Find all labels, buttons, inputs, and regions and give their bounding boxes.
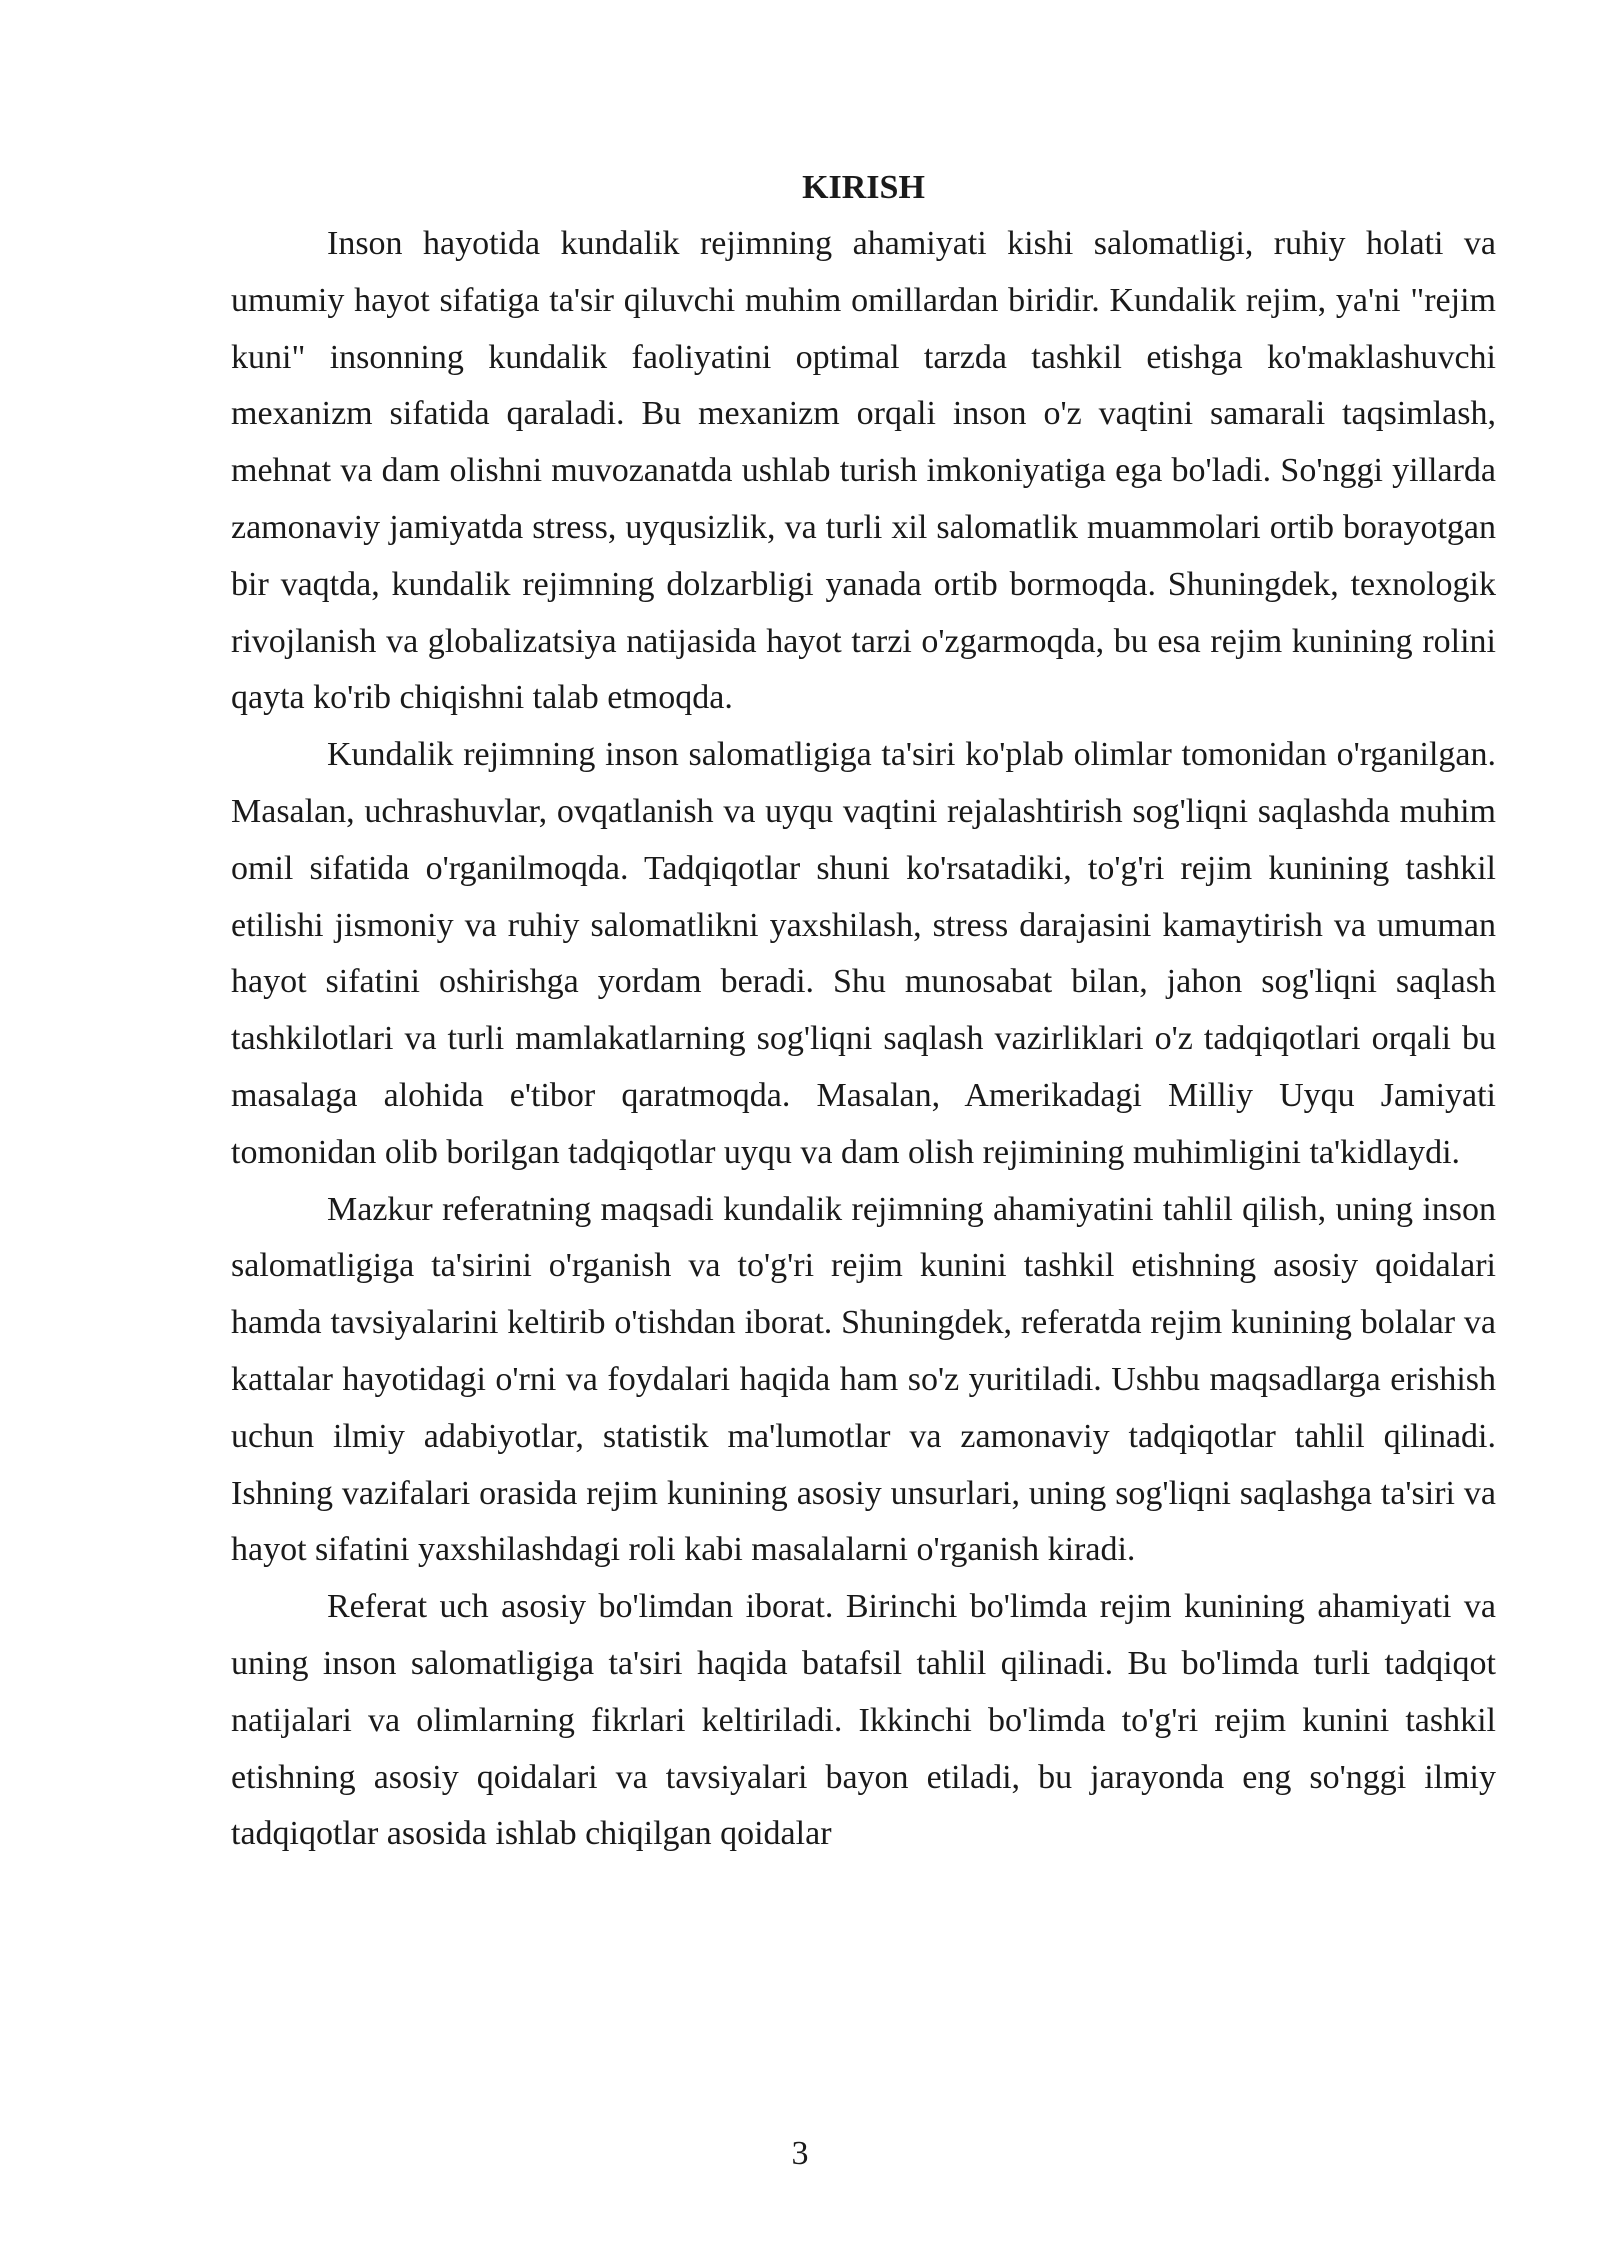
page-number: 3 xyxy=(791,2135,809,2172)
paragraph-4: Referat uch asosiy bo'limdan iborat. Birinchi bo'limda rejim kunining ahamiyati va uning inson salomatligiga ta'siri haqida batafsil tahlil qilinadi. Bu bo'limda turli tadqiqot natijalari va olimlarning fikrlari keltiriladi. Ikkinchi bo'limda to'g'ri rejim kunini tashkil etishning asosiy qoidalari va tavsiyalari bayon etiladi, bu jarayonda eng so'nggi ilmiy tadqiqotlar asosida ishlab chiqilgan qoidalar xyxy=(231,1588,1496,1853)
paragraph-1: Inson hayotida kundalik rejimning ahamiyati kishi salomatligi, ruhiy holati va umumiy hayot sifatiga ta'sir qiluvchi muhim omillardan biridir. Kundalik rejim, ya'ni "rejim kuni" insonning kundalik faoliyatini optimal tarzda tashkil etishga ko'maklashuvchi mexanizm sifatida qaraladi. Bu mexanizm orqali inson o'z vaqtini samarali taqsimlash, mehnat va dam olishni muvozanatda ushlab turish imkoniyatiga ega bo'ladi. So'nggi yillarda zamonaviy jamiyatda stress, uyqusizlik, va turli xil salomatlik muammolari ortib borayotgan bir vaqtda, kundalik rejimning dolzarbligi yanada ortib bormoqda. Shuningdek, texnologik rivojlanish va globalizatsiya natijasida hayot tarzi o'zgarmoqda, bu esa rejim kunining rolini qayta ko'rib chiqishni talab etmoqda. xyxy=(231,225,1496,717)
paragraph-3: Mazkur referatning maqsadi kundalik rejimning ahamiyatini tahlil qilish, uning inson salomatligiga ta'sirini o'rganish va to'g'ri rejim kunini tashkil etishning asosiy qoidalari hamda tavsiyalarini keltirib o'tishdan iborat. Shuningdek, referatda rejim kunining bolalar va kattalar hayotidagi o'rni va foydalari haqida ham so'z yuritiladi. Ushbu maqsadlarga erishish uchun ilmiy adabiyotlar, statistik ma'lumotlar va zamonaviy tadqiqotlar tahlil qilinadi. Ishning vazifalari orasida rejim kunining asosiy unsurlari, uning sog'liqni saqlashga ta'siri va hayot sifatini yaxshilashdagi roli kabi masalalarni o'rganish kiradi. xyxy=(231,1190,1496,1569)
paragraph-2: Kundalik rejimning inson salomatligiga ta'siri ko'plab olimlar tomonidan o'rganilgan. Masalan, uchrashuvlar, ovqatlanish va uyqu vaqtini rejalashtirish sog'liqni saqlashda muhim omil sifatida o'rganilmoqda. Tadqiqotlar shuni ko'rsatadiki, to'g'ri rejim kunining tashkil etilishi jismoniy va ruhiy salomatlikni yaxshilash, stress darajasini kamaytirish va umuman hayot sifatini oshirishga yordam beradi. Shu munosabat bilan, jahon sog'liqni saqlash tashkilotlari va turli mamlakatlarning sog'liqni saqlash vazirliklari o'z tadqiqotlari orqali bu masalaga alohida e'tibor qaratmoqda. Masalan, Amerikadagi Milliy Uyqu Jamiyati tomonidan olib borilgan tadqiqotlar uyqu va dam olish rejimining muhimligini ta'kidlaydi. xyxy=(231,736,1496,1171)
document-page xyxy=(231,160,1496,1863)
section-title: KIRISH xyxy=(802,169,925,206)
